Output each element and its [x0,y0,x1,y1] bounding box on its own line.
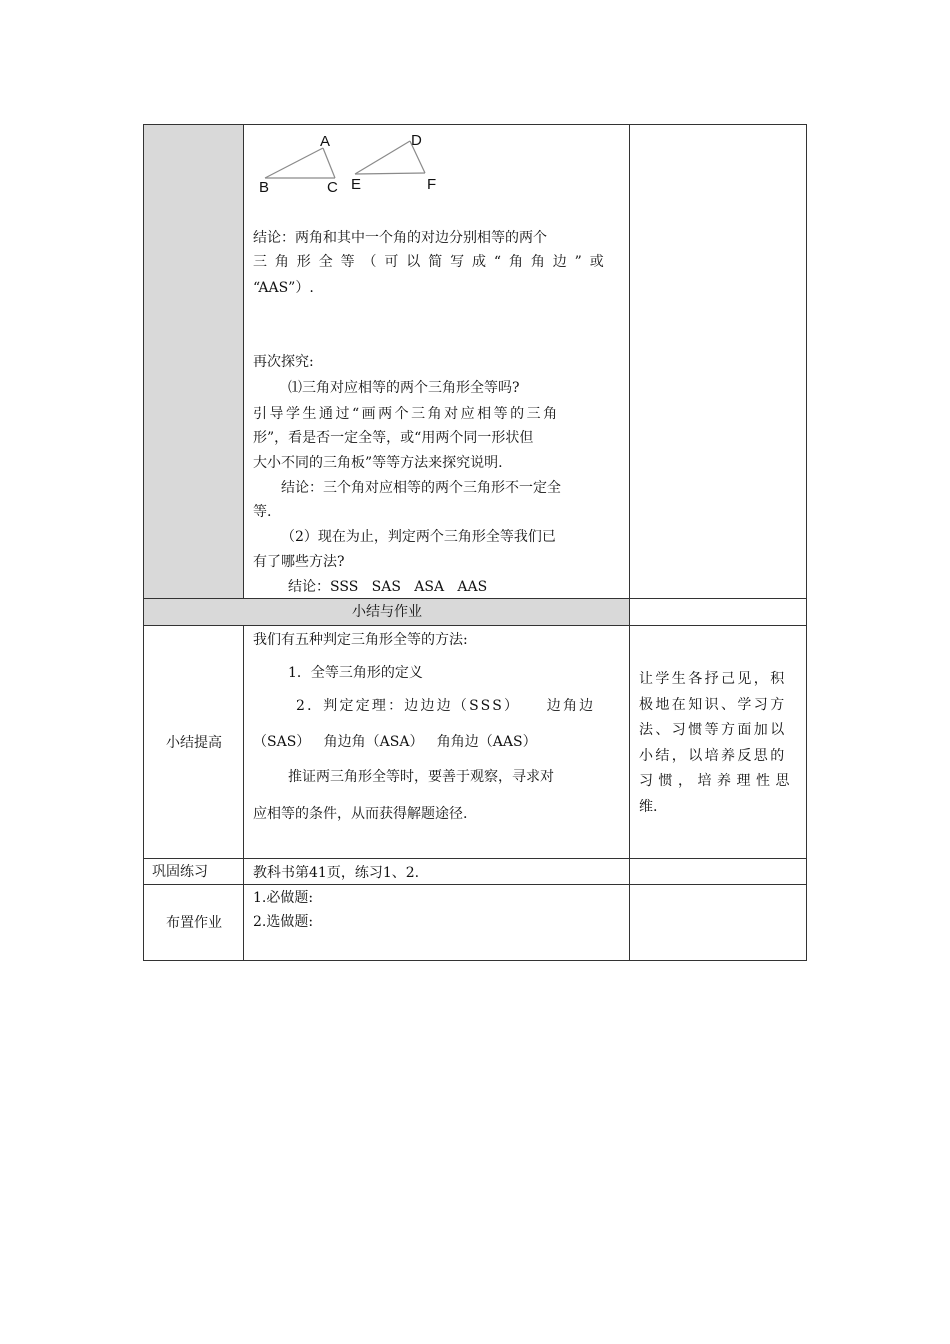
conclusion-methods: 结论：SSS SAS ASA AAS [288,579,488,595]
practice-content: 教科书第41页，练习1、2. [253,865,420,881]
summary-line3: 2．判定定理：边边边（SSS） 边角边 [296,698,596,714]
summary-line2: 1．全等三角形的定义 [288,665,423,681]
left-label-cell-top [144,125,244,599]
summary-note-line1: 让学生各抒己见，积 [639,671,787,687]
conclusion-aas-line1: 结论：两角和其中一个角的对边分别相等的两个 [253,230,547,246]
summary-note-line4: 小结，以培养反思的 [639,748,787,764]
question-1: ⑴三角对应相等的两个三角形全等吗? [288,380,520,396]
vertex-label-d: D [411,132,422,149]
triangle-def-side-ef [355,173,425,174]
vertex-label-b: B [259,179,270,196]
triangle-def-side-de [355,141,410,174]
homework-label: 布置作业 [166,915,222,931]
conclusion-aaa-line2: 等. [253,504,272,520]
guide-line2: 形”，看是否一定全等，或“用两个同一形状但 [253,430,534,446]
conclusion-aaa-line1: 结论：三个角对应相等的两个三角形不一定全 [281,480,561,496]
summary-note-line5: 习惯，培养理性思 [639,773,795,789]
homework-item-required: 1.必做题: [253,890,314,906]
vertex-label-f: F [427,176,437,193]
vertex-label-c: C [327,179,338,196]
explore-again-title: 再次探究: [253,354,314,370]
summary-note-line6: 维. [639,799,658,815]
section-header: 小结与作业 [352,604,422,620]
summary-line5: 推证两三角形全等时，要善于观察，寻求对 [288,769,554,785]
homework-item-optional: 2.选做题: [253,914,314,930]
summary-note-line3: 法、习惯等方面加以 [639,722,787,738]
triangle-abc-side-ab [265,148,323,178]
summary-note-line2: 极地在知识、学习方 [639,697,787,713]
guide-line3: 大小不同的三角板”等等方法来探究说明. [253,455,503,471]
question-2-line2: 有了哪些方法? [253,554,345,570]
conclusion-aas-line3: “AAS”）. [253,280,314,296]
summary-line6: 应相等的条件，从而获得解题途径. [253,806,468,822]
practice-label: 巩固练习 [152,864,208,880]
triangle-abc-side-ac [323,148,335,178]
vertex-label-a: A [320,133,331,150]
guide-line1: 引导学生通过“画两个三角对应相等的三角 [253,406,560,422]
vertex-label-e: E [351,176,362,193]
triangles-figure [250,128,450,198]
question-2-line1: （2）现在为止，判定两个三角形全等我们已 [281,529,556,545]
summary-line4: （SAS） 角边角（ASA） 角角边（AAS） [253,734,537,750]
conclusion-aas-line2: 三角形全等（可以简写成“角角边”或 [253,254,612,270]
summary-line1: 我们有五种判定三角形全等的方法: [253,632,468,648]
summary-label: 小结提高 [166,735,222,751]
